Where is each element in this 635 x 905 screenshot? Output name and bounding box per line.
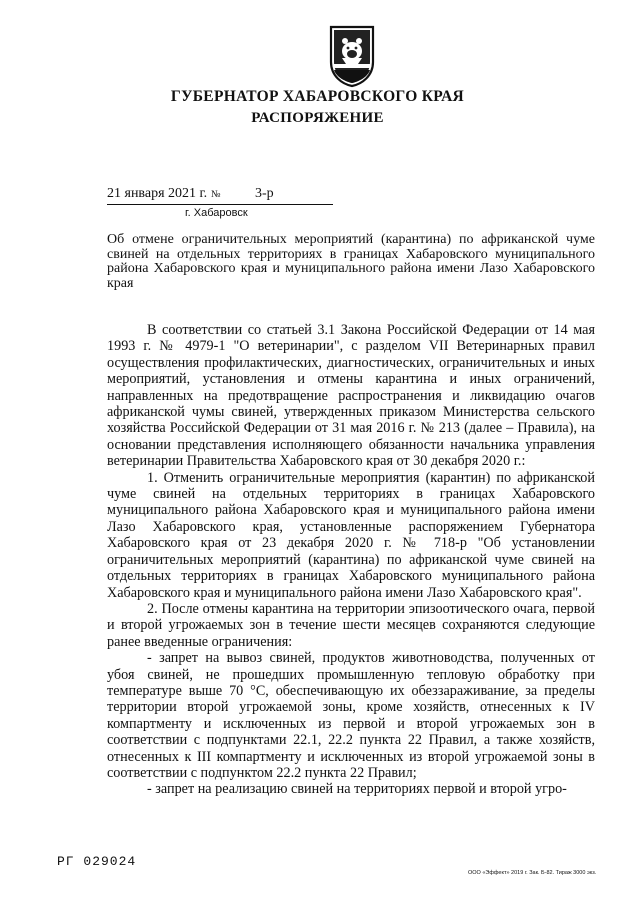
date-number-line	[107, 186, 333, 205]
khabarovsk-coat-of-arms-icon	[328, 24, 376, 88]
document-body	[107, 322, 595, 798]
document-number: 3-р	[255, 186, 274, 201]
paragraph-item-1: 1. Отменить ограничительные мероприятия (карантин) по африканской чуме свиней на отдельных территориях в границах Хабаровского муниципального района Хабаровского края и муниципального района имени Лазо Хабаровского края, установленные распоряжением Губернатора Хабаровского края от 23 декабря 2020 г. № 718-р "Об установлении ограничительных мероприятий (карантина) по африканской чуме свиней на отдельных территориях в границах Хабаровского муниципального района Хабаровского края и муниципального района имени Лазо Хабаровского края".	[107, 469, 595, 601]
paragraph-item-2: 2. После отмены карантина на территории эпизоотического очага, первой и второй угрожаемых зон в течение шести месяцев сохраняются следующие ранее введенные ограничения:	[107, 600, 595, 650]
paragraph-restriction-sale: - запрет на реализацию свиней на территориях первой и второй угро-	[147, 781, 567, 798]
paragraph-preamble: В соответствии со статьей 3.1 Закона Российской Федерации от 14 мая 1993 г. № 4979-1 "О ветеринарии", с разделом VII Ветеринарных правил осуществления профилактических, диагностических, ограничительных и иных мероприятий, установления и отмены карантина и иных ограничений, направленных на предотвращение распространения и ликвидацию очагов африканской чумы свиней, утвержденных приказом Министерства сельского хозяйства Российской Федерации от 31 мая 2016 г. № 213 (далее – Правила), на основании представления исполняющего обязанности начальника управления ветеринарии Правительства Хабаровского края от 30 декабря 2020 г.:	[107, 322, 595, 470]
paragraph-restriction-export: - запрет на вывоз свиней, продуктов животноводства, полученных от убоя свиней, не прошедших промышленную тепловую обработку при температуре выше 70 °С, обеспечивающую их обеззараживание, за пределы территории второй угрожаемой зоны, кроме хозяйств, отнесенных к IV компартменту и исключенных из первой и второй угрожаемых зон в соответствии с подпунктами 22.1, 22.2 пункта 22 Правил, а также хозяйств, отнесенных к III компартменту и исключенных из второй угрожаемой зоны в соответствии с подпунктом 22.2 пункта 22 Правил;	[107, 650, 595, 781]
document-type-heading: РАСПОРЯЖЕНИЕ	[251, 110, 384, 126]
document-date: 21 января 2021 г.	[107, 186, 208, 201]
document-subject: Об отмене ограничительных мероприятий (карантина) по африканской чуме свиней на отдельных территориях в границах Хабаровского муниципального района Хабаровского края и муниципального района имени Лазо Хабаровского края	[107, 232, 595, 291]
printer-imprint: ООО «Эффект» 2019 г. Зак. Б-82. Тираж 3000 экз.	[468, 870, 597, 876]
form-series-code: РГ 029024	[57, 854, 137, 869]
issuing-authority-heading: ГУБЕРНАТОР ХАБАРОВСКОГО КРАЯ	[170, 88, 465, 105]
number-sign: №	[211, 189, 221, 200]
issue-city: г. Хабаровск	[185, 207, 248, 219]
